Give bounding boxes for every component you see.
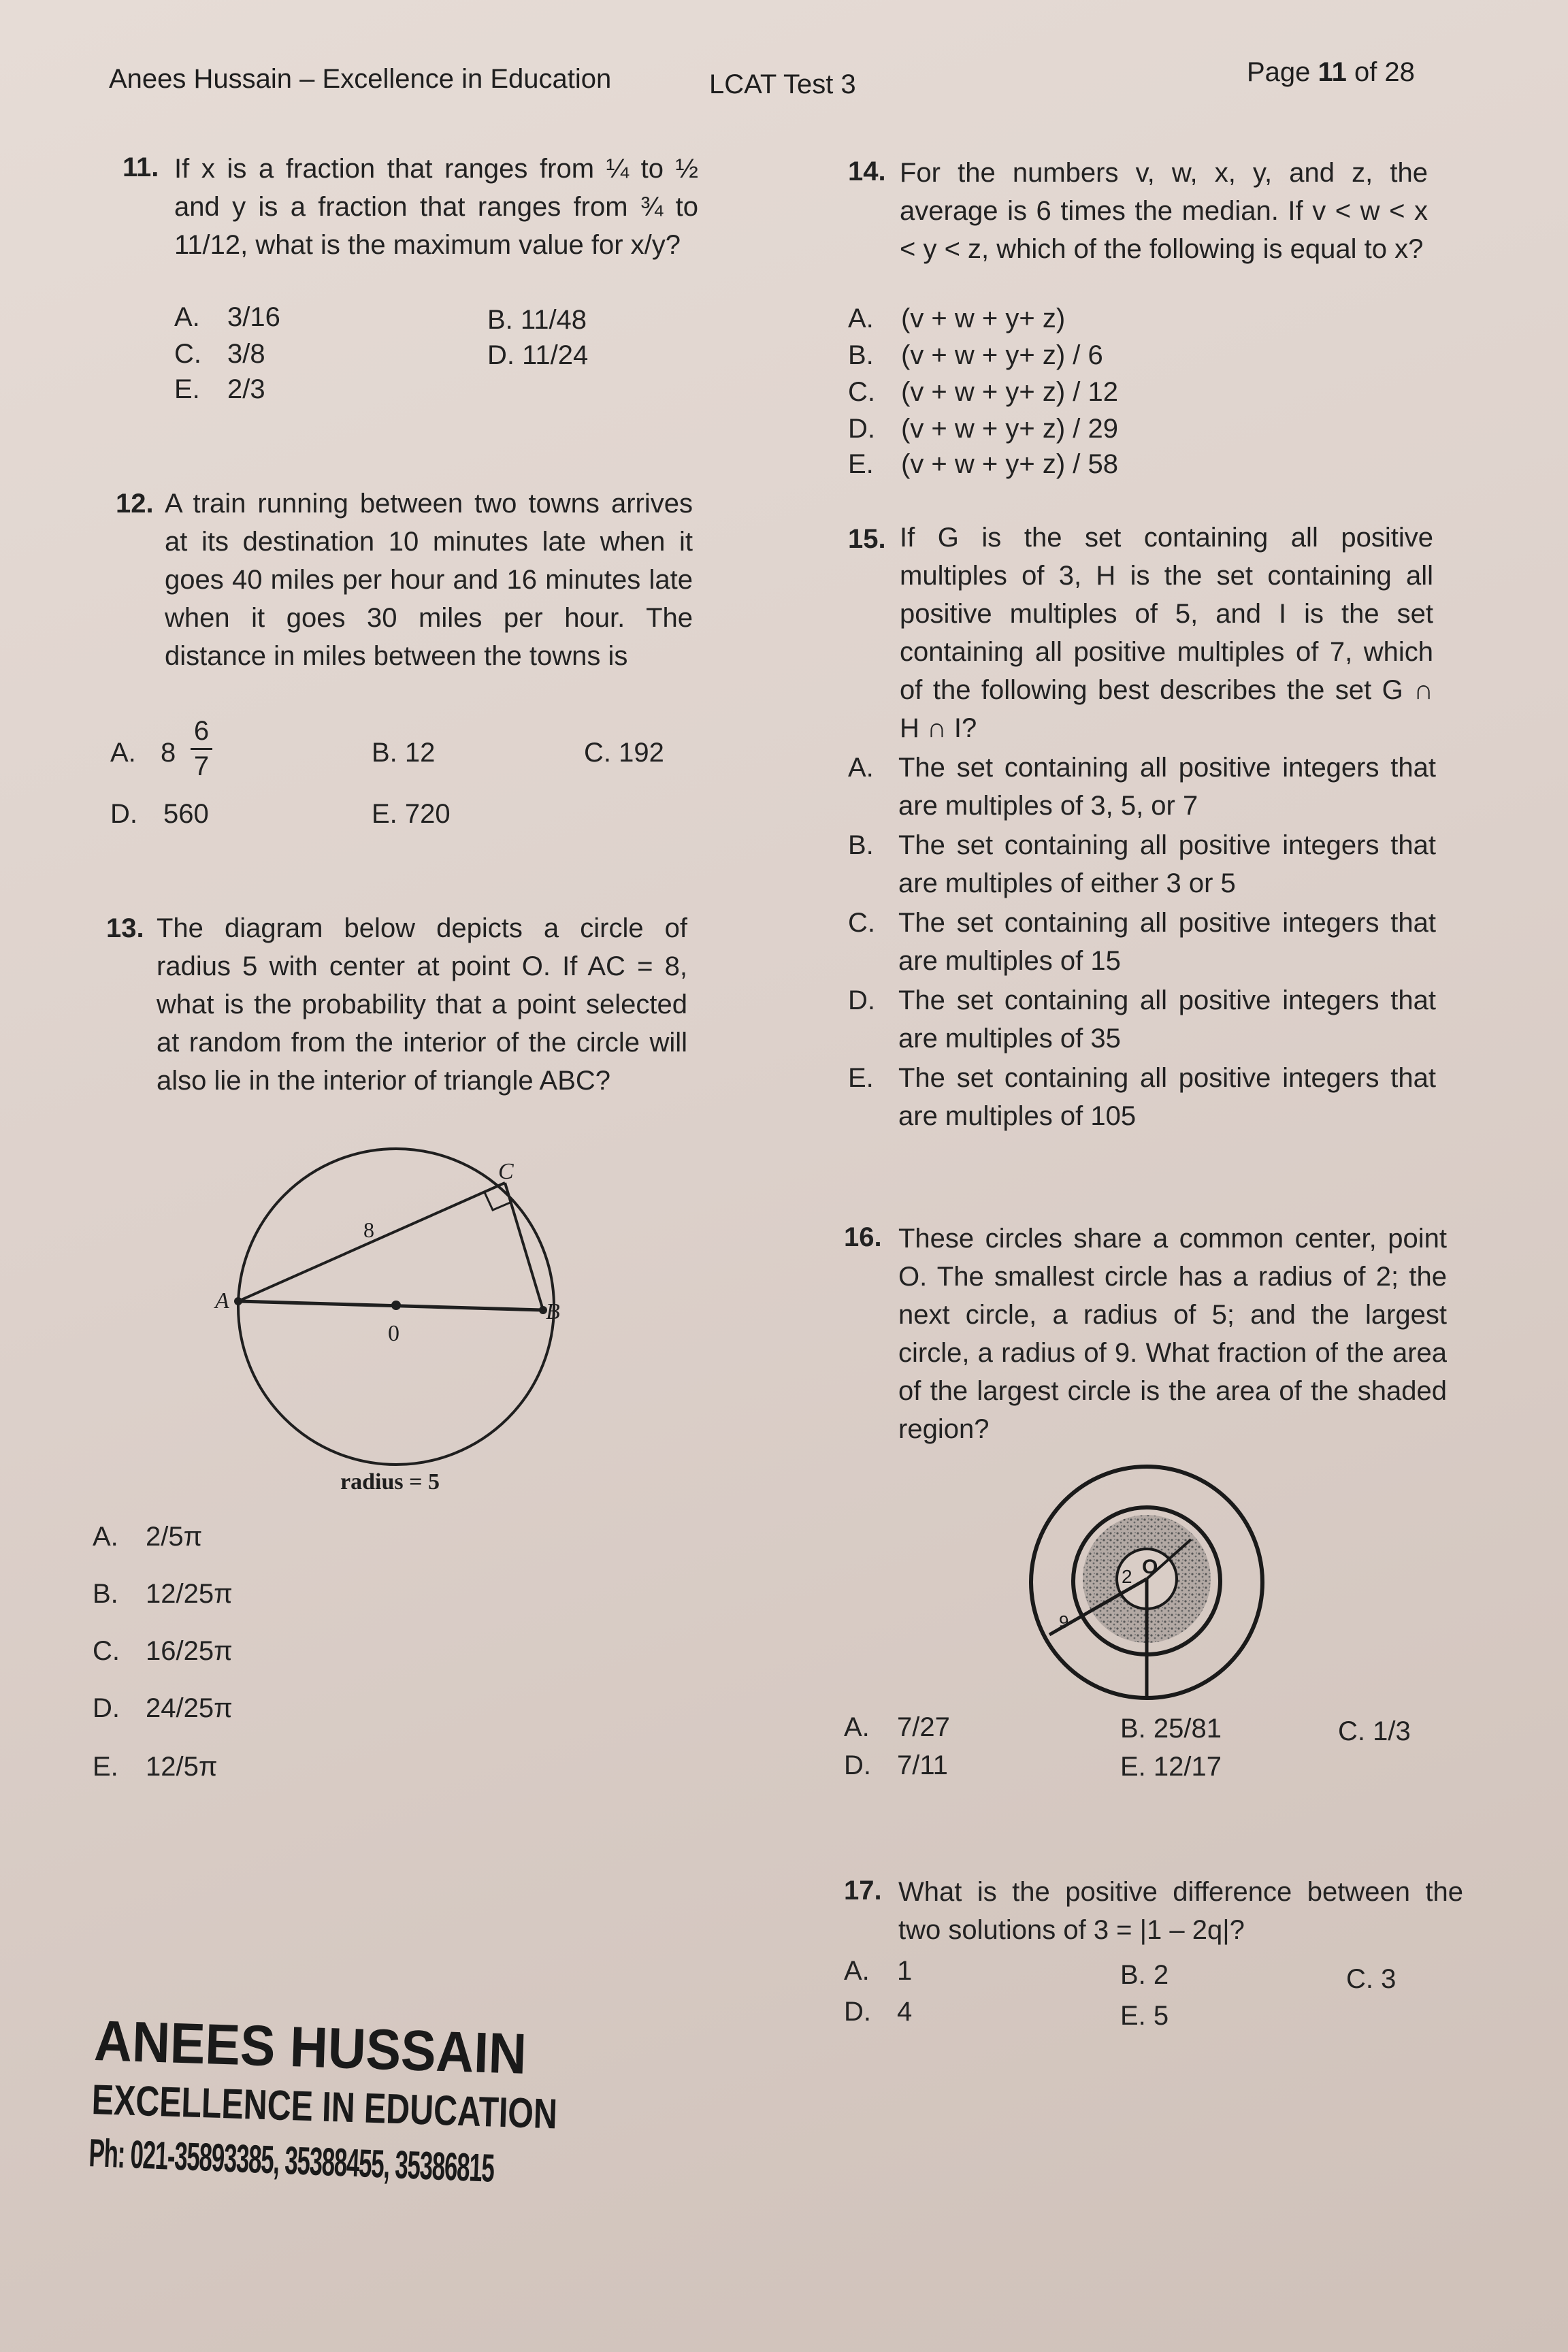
label-b: B (546, 1299, 560, 1324)
option-a[interactable] (844, 1712, 950, 1743)
option-letter: C. (848, 377, 875, 407)
circle-triangle-diagram (204, 1143, 585, 1511)
question-number: 16. (844, 1222, 882, 1252)
option-letter: E. (1120, 1752, 1146, 1782)
option-letter: C. (1346, 1964, 1373, 1994)
option-letter: D. (844, 1997, 871, 2027)
question-number: 17. (844, 1876, 882, 1906)
concentric-circles-diagram (1021, 1456, 1273, 1708)
option-value: 24/25π (146, 1693, 233, 1723)
label-2: 2 (1122, 1566, 1132, 1587)
option-d[interactable] (844, 1750, 948, 1781)
radius-caption: radius = 5 (340, 1469, 440, 1494)
fraction-numerator: 6 (193, 716, 210, 746)
option-letter: A. (93, 1522, 118, 1552)
option-b[interactable] (487, 305, 587, 336)
diameter-ab (238, 1301, 543, 1310)
question-text: The diagram below depicts a circle of radius 5 with center at point O. If AC = 8, what is the probability that a point selected at random from the interior of the circle will also lie in the interior of triangle ABC? (157, 913, 687, 1096)
option-letter: B. (848, 340, 874, 370)
option-letter: C. (584, 738, 611, 768)
option-value: 25/81 (1153, 1714, 1222, 1744)
label-9: 9 (1059, 1612, 1069, 1632)
option-a[interactable] (848, 304, 1065, 334)
option-value: (v + w + y+ z) / 12 (901, 377, 1119, 407)
option-value: 192 (619, 738, 664, 768)
option-c-text: The set containing all positive integers that are multiples of 15 (898, 908, 1436, 976)
option-d[interactable] (848, 414, 1118, 444)
option-letter: D. (110, 799, 137, 829)
option-c[interactable] (174, 339, 265, 370)
page-suffix: of 28 (1346, 57, 1415, 87)
option-value: 2/3 (227, 374, 265, 404)
option-e[interactable] (1120, 1752, 1222, 1782)
center-point (391, 1301, 401, 1310)
option-value: (v + w + y+ z) (901, 304, 1066, 333)
option-e[interactable] (848, 1059, 874, 1097)
option-e[interactable] (93, 1752, 217, 1782)
question-text: If G is the set containing all positive multiples of 3, H is the set containing all positive multiples of 5, and I is the set containing all positive multiples of 7, which of the following best describes the set G ∩ H ∩ I? (900, 523, 1433, 743)
option-value: (v + w + y+ z) / 29 (901, 414, 1119, 444)
label-a: A (215, 1288, 229, 1313)
option-d[interactable] (110, 799, 209, 830)
question-number: 13. (106, 913, 144, 943)
page-prefix: Page (1247, 57, 1318, 87)
option-value: 11/48 (520, 305, 587, 335)
fraction-denominator: 7 (193, 751, 210, 781)
option-b[interactable] (1120, 1960, 1169, 1991)
page-number (1247, 57, 1415, 88)
option-value: 3/8 (227, 339, 265, 369)
option-letter: B. (487, 305, 513, 335)
option-d[interactable] (848, 981, 875, 1019)
option-a-whole: 8 (161, 738, 176, 768)
option-d-text: The set containing all positive integers that are multiples of 35 (898, 985, 1436, 1054)
option-letter: A. (848, 304, 874, 333)
option-c[interactable] (848, 377, 1118, 408)
option-e-text: The set containing all positive integers that are multiples of 105 (898, 1063, 1436, 1131)
option-letter: D. (93, 1693, 120, 1723)
option-value: 1 (897, 1956, 913, 1986)
option-letter: A. (110, 738, 136, 768)
question-text: These circles share a common center, point O. The smallest circle has a radius of 2; the next circle, a radius of 5; and the largest circle, a radius of 9. What fraction of the area of the largest circle is the area of the shaded region? (898, 1224, 1447, 1444)
option-letter: B. (848, 830, 874, 860)
option-e[interactable] (174, 374, 265, 405)
option-letter: B. (1120, 1714, 1146, 1744)
question-text: A train running between two towns arrives at its destination 10 minutes late when it goes 40 miles per hour and 16 minutes late when it goes 30 miles per hour. The distance in miles between the towns is (165, 489, 693, 671)
point-a (234, 1297, 242, 1305)
option-letter: A. (844, 1956, 870, 1986)
stamp-title: ANEES HUSSAIN (93, 2008, 528, 2086)
option-a[interactable] (93, 1522, 202, 1552)
option-value: 3/16 (227, 302, 280, 332)
question-text: What is the positive difference between the two solutions of 3 = |1 – 2q|? (898, 1877, 1463, 1945)
option-letter: E. (848, 449, 874, 479)
header-left: Anees Hussain – Excellence in Education (109, 64, 612, 94)
label-o: 0 (388, 1321, 399, 1346)
question-text: If x is a fraction that ranges from ¼ to ½ and y is a fraction that ranges from ¾ to 11/12, what is the maximum value for x/y? (174, 154, 698, 260)
option-a[interactable] (844, 1956, 912, 1987)
option-e[interactable] (372, 799, 451, 830)
option-letter: E. (174, 374, 200, 404)
option-value: 16/25π (146, 1636, 233, 1666)
option-c[interactable] (848, 904, 875, 942)
option-letter: D. (844, 1750, 871, 1780)
option-value: 720 (404, 799, 451, 829)
option-c[interactable] (93, 1636, 233, 1667)
option-letter: C. (848, 908, 875, 938)
option-value: (v + w + y+ z) / 58 (901, 449, 1119, 479)
option-letter: C. (174, 339, 201, 369)
option-c[interactable] (1338, 1716, 1411, 1747)
option-letter: A. (848, 753, 874, 783)
option-value: 12/17 (1153, 1752, 1222, 1782)
option-letter: E. (848, 1063, 874, 1093)
option-value: 12 (404, 738, 436, 768)
option-letter: E. (1120, 2001, 1146, 2031)
option-letter: C. (93, 1636, 120, 1666)
option-a[interactable] (174, 302, 280, 333)
fraction-bar (191, 748, 212, 750)
page-current: 11 (1318, 57, 1347, 87)
option-value: 2/5π (146, 1522, 203, 1552)
option-value: 7/27 (897, 1712, 950, 1742)
option-b[interactable] (372, 738, 435, 768)
option-a-text: The set containing all positive integers that are multiples of 3, 5, or 7 (898, 753, 1436, 821)
option-value: 12/25π (146, 1579, 233, 1609)
label-ac-length: 8 (363, 1218, 374, 1242)
option-c[interactable] (1346, 1964, 1396, 1995)
option-e[interactable] (1120, 2001, 1169, 2031)
option-b[interactable] (848, 340, 1103, 371)
option-letter: B. (1120, 1960, 1146, 1990)
option-d[interactable] (487, 340, 588, 371)
option-letter: B. (93, 1579, 118, 1609)
question-number: 11. (122, 152, 159, 182)
option-value: 3 (1381, 1964, 1396, 1994)
option-a[interactable] (110, 738, 136, 768)
option-value: 2 (1153, 1960, 1169, 1990)
stamp-phone: Ph: 021-35893385, 35388455, 35386815 (88, 2130, 495, 2191)
option-letter: A. (174, 302, 200, 332)
option-d[interactable] (93, 1693, 233, 1724)
label-o: O (1142, 1556, 1158, 1578)
option-c[interactable] (584, 738, 664, 768)
option-d[interactable] (844, 1997, 912, 2027)
option-letter: D. (487, 340, 514, 370)
option-b[interactable] (1120, 1714, 1222, 1744)
question-text: For the numbers v, w, x, y, and z, the average is 6 times the median. If v < w < x < y < z, which of the following is equal to x? (900, 158, 1428, 264)
option-e[interactable] (848, 449, 1118, 480)
option-letter: E. (372, 799, 397, 829)
option-b[interactable] (93, 1579, 233, 1610)
label-c: C (498, 1159, 514, 1184)
stamp-subtitle: EXCELLENCE IN EDUCATION (91, 2076, 558, 2138)
option-letter: B. (372, 738, 397, 768)
option-value: 4 (897, 1997, 913, 2027)
option-value: 1/3 (1373, 1716, 1411, 1746)
option-a-fraction (188, 716, 215, 782)
option-letter: A. (844, 1712, 870, 1742)
option-letter: D. (848, 985, 875, 1015)
header-center: LCAT Test 3 (709, 69, 856, 99)
option-value: 11/24 (522, 340, 589, 370)
option-value: 12/5π (146, 1752, 218, 1782)
option-value: 560 (163, 799, 209, 829)
option-value: 7/11 (897, 1750, 948, 1780)
option-letter: D. (848, 414, 875, 444)
question-number: 15. (848, 524, 886, 554)
question-number: 14. (848, 157, 886, 186)
option-b[interactable] (848, 826, 874, 864)
option-value: (v + w + y+ z) / 6 (901, 340, 1103, 370)
option-letter: C. (1338, 1716, 1365, 1746)
option-letter: E. (93, 1752, 118, 1782)
option-value: 5 (1153, 2001, 1169, 2031)
question-number: 12. (116, 489, 154, 519)
option-b-text: The set containing all positive integers that are multiples of either 3 or 5 (898, 830, 1436, 898)
